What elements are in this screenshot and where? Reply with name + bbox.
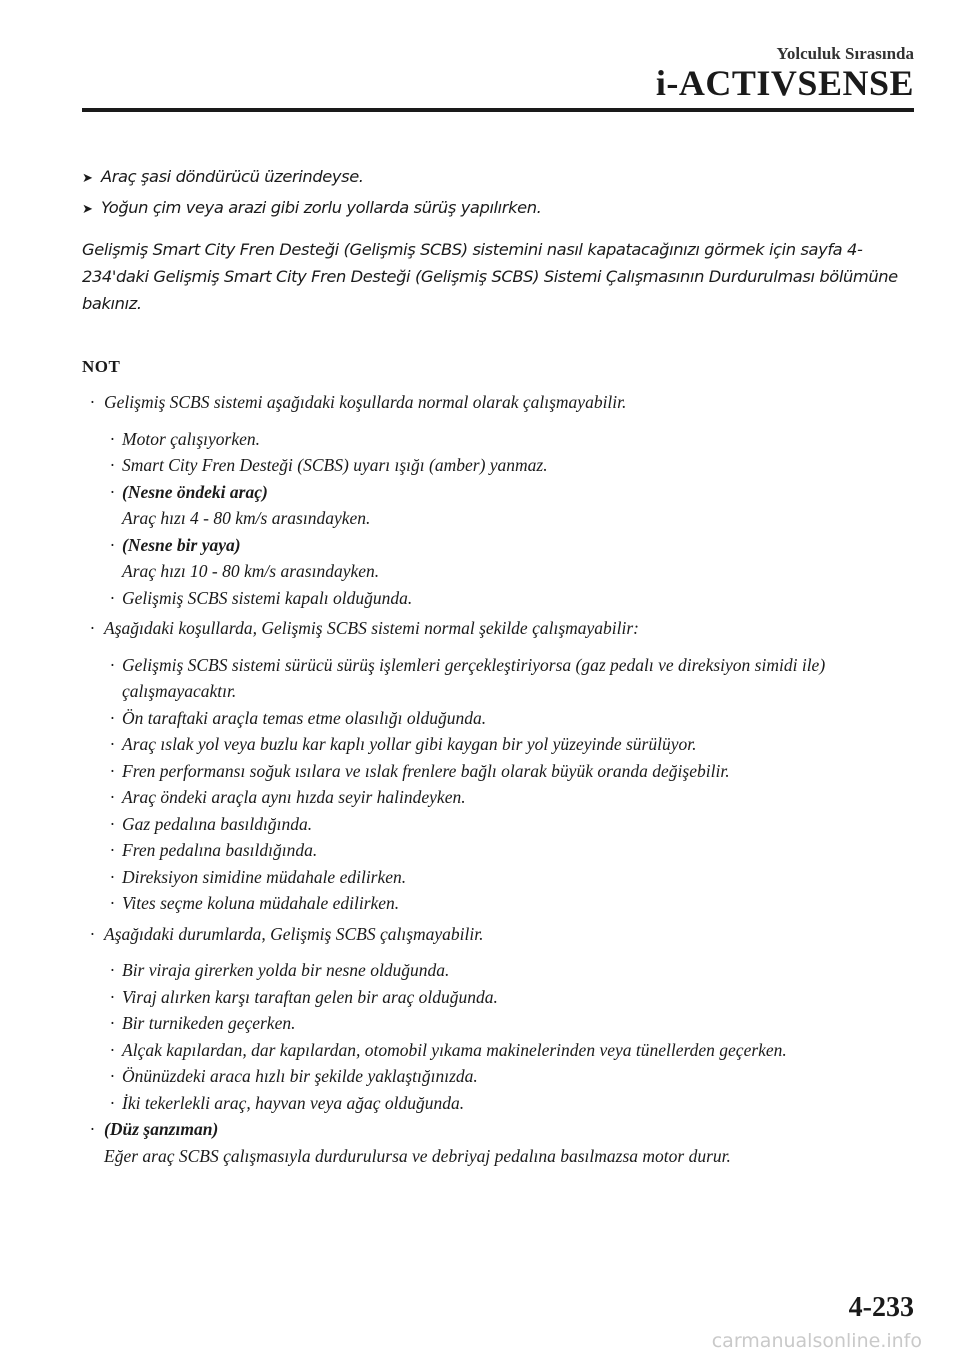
note-subitem: · İki tekerlekli araç, hayvan veya ağaç olduğunda. bbox=[82, 1090, 918, 1117]
bullet-icon: · bbox=[110, 1066, 115, 1086]
bullet-icon: · bbox=[110, 840, 115, 860]
note-subitem: · Vites seçme koluna müdahale edilirken. bbox=[82, 890, 918, 917]
bullet-icon: · bbox=[90, 1119, 95, 1139]
note-subitem: · Önünüzdeki araca hızlı bir şekilde yaklaştığınızda. bbox=[82, 1063, 918, 1090]
note-subitem: · Fren performansı soğuk ısılara ve ıslak frenlere bağlı olarak büyük oranda değişebilir. bbox=[82, 758, 918, 785]
bullet-icon: · bbox=[90, 923, 95, 944]
note-subitem: · Araç öndeki araçla aynı hızda seyir halindeyken. bbox=[82, 784, 918, 811]
note-item: · Aşağıdaki durumlarda, Gelişmiş SCBS çalışmayabilir. bbox=[82, 921, 918, 948]
chapter-title: i-ACTIVSENSE bbox=[655, 63, 914, 103]
arrow-icon: ➤ bbox=[82, 171, 93, 186]
note-subitem: · Fren pedalına basıldığında. bbox=[82, 837, 918, 864]
bullet-icon: · bbox=[110, 455, 115, 475]
note-subitem: · Alçak kapılardan, dar kapılardan, otomobil yıkama makinelerinden veya tünellerden geçerken. bbox=[82, 1037, 918, 1064]
bullet-icon: · bbox=[90, 618, 95, 638]
note-subitem: · (Nesne öndeki araç) Araç hızı 4 - 80 km/s arasındayken. bbox=[82, 479, 918, 532]
bullet-icon: · bbox=[110, 986, 115, 1007]
note-subitem: · Direksiyon simidine müdahale edilirken. bbox=[82, 864, 918, 891]
note-title: NOT bbox=[82, 357, 121, 376]
bullet-icon: · bbox=[110, 1092, 115, 1113]
intro-paragraph: Gelişmiş Smart City Fren Desteği (Gelişmiş SCBS) sistemini nasıl kapatacağınızı görmek için sayfa 4-234'daki Gelişmiş Smart City Fren Desteği (Gelişmiş SCBS) Sistemi Çalışmasının Durdurulması bölümüne bakınız. bbox=[82, 240, 898, 313]
bullet-icon: · bbox=[110, 481, 115, 502]
note-subitem: · Ön taraftaki araçla temas etme olasılığı olduğunda. bbox=[82, 705, 918, 732]
section-label: Yolculuk Sırasında bbox=[776, 44, 914, 63]
note-subitem: · Araç ıslak yol veya buzlu kar kaplı yollar gibi kaygan bir yol yüzeyinde sürülüyor. bbox=[82, 731, 918, 758]
note-subitem: · (Nesne bir yaya) Araç hızı 10 - 80 km/s arasındayken. bbox=[82, 532, 918, 585]
bullet-icon: · bbox=[110, 813, 115, 834]
note-subitem: · Bir viraja girerken yolda bir nesne olduğunda. bbox=[82, 957, 918, 984]
bullet-icon: · bbox=[90, 392, 95, 412]
note-subitem: · Motor çalışıyorken. bbox=[82, 426, 918, 453]
note-item: · Aşağıdaki koşullarda, Gelişmiş SCBS sistemi normal şekilde çalışmayabilir: bbox=[82, 615, 918, 642]
note-item: · Gelişmiş SCBS sistemi aşağıdaki koşullarda normal olarak çalışmayabilir. bbox=[82, 389, 918, 416]
note-subitem: · Gelişmiş SCBS sistemi sürücü sürüş işlemleri gerçekleştiriyorsa (gaz pedalı ve direksiyon simidi ile) çalışmayacaktır. bbox=[82, 652, 918, 705]
note-subitem: · Gelişmiş SCBS sistemi kapalı olduğunda. bbox=[82, 585, 918, 612]
bullet-icon: · bbox=[110, 760, 115, 781]
bullet-icon: · bbox=[110, 866, 115, 887]
condition-item: ➤ Araç şasi döndürücü üzerindeyse. bbox=[82, 162, 918, 193]
note-list bbox=[82, 389, 918, 1169]
bullet-icon: · bbox=[110, 893, 115, 913]
bullet-icon: · bbox=[110, 587, 115, 608]
page-header bbox=[656, 44, 914, 104]
condition-item: ➤ Yoğun çim veya arazi gibi zorlu yollarda sürüş yapılırken. bbox=[82, 193, 918, 224]
bullet-icon: · bbox=[110, 428, 115, 449]
bullet-icon: · bbox=[110, 960, 115, 980]
note-item: · (Düz şanzıman) Eğer araç SCBS çalışmasıyla durdurulursa ve debriyaj pedalına basılmazsa motor durur. bbox=[82, 1116, 918, 1169]
bullet-icon: · bbox=[110, 707, 115, 728]
page-number: 4-233 bbox=[848, 1292, 914, 1323]
note-subitem: · Viraj alırken karşı taraftan gelen bir araç olduğunda. bbox=[82, 984, 918, 1011]
bullet-icon: · bbox=[110, 534, 115, 555]
page-content bbox=[82, 162, 918, 1169]
note-subitem: · Gaz pedalına basıldığında. bbox=[82, 811, 918, 838]
arrow-icon: ➤ bbox=[82, 202, 93, 217]
note-subitem: · Smart City Fren Desteği (SCBS) uyarı ışığı (amber) yanmaz. bbox=[82, 452, 918, 479]
bullet-icon: · bbox=[110, 734, 115, 754]
watermark: carmanualsonline.info bbox=[711, 1330, 922, 1352]
header-rule bbox=[82, 108, 914, 112]
bullet-icon: · bbox=[110, 654, 115, 675]
bullet-icon: · bbox=[110, 1013, 115, 1033]
note-subitem: · Bir turnikeden geçerken. bbox=[82, 1010, 918, 1037]
bullet-icon: · bbox=[110, 1039, 115, 1060]
bullet-icon: · bbox=[110, 787, 115, 807]
